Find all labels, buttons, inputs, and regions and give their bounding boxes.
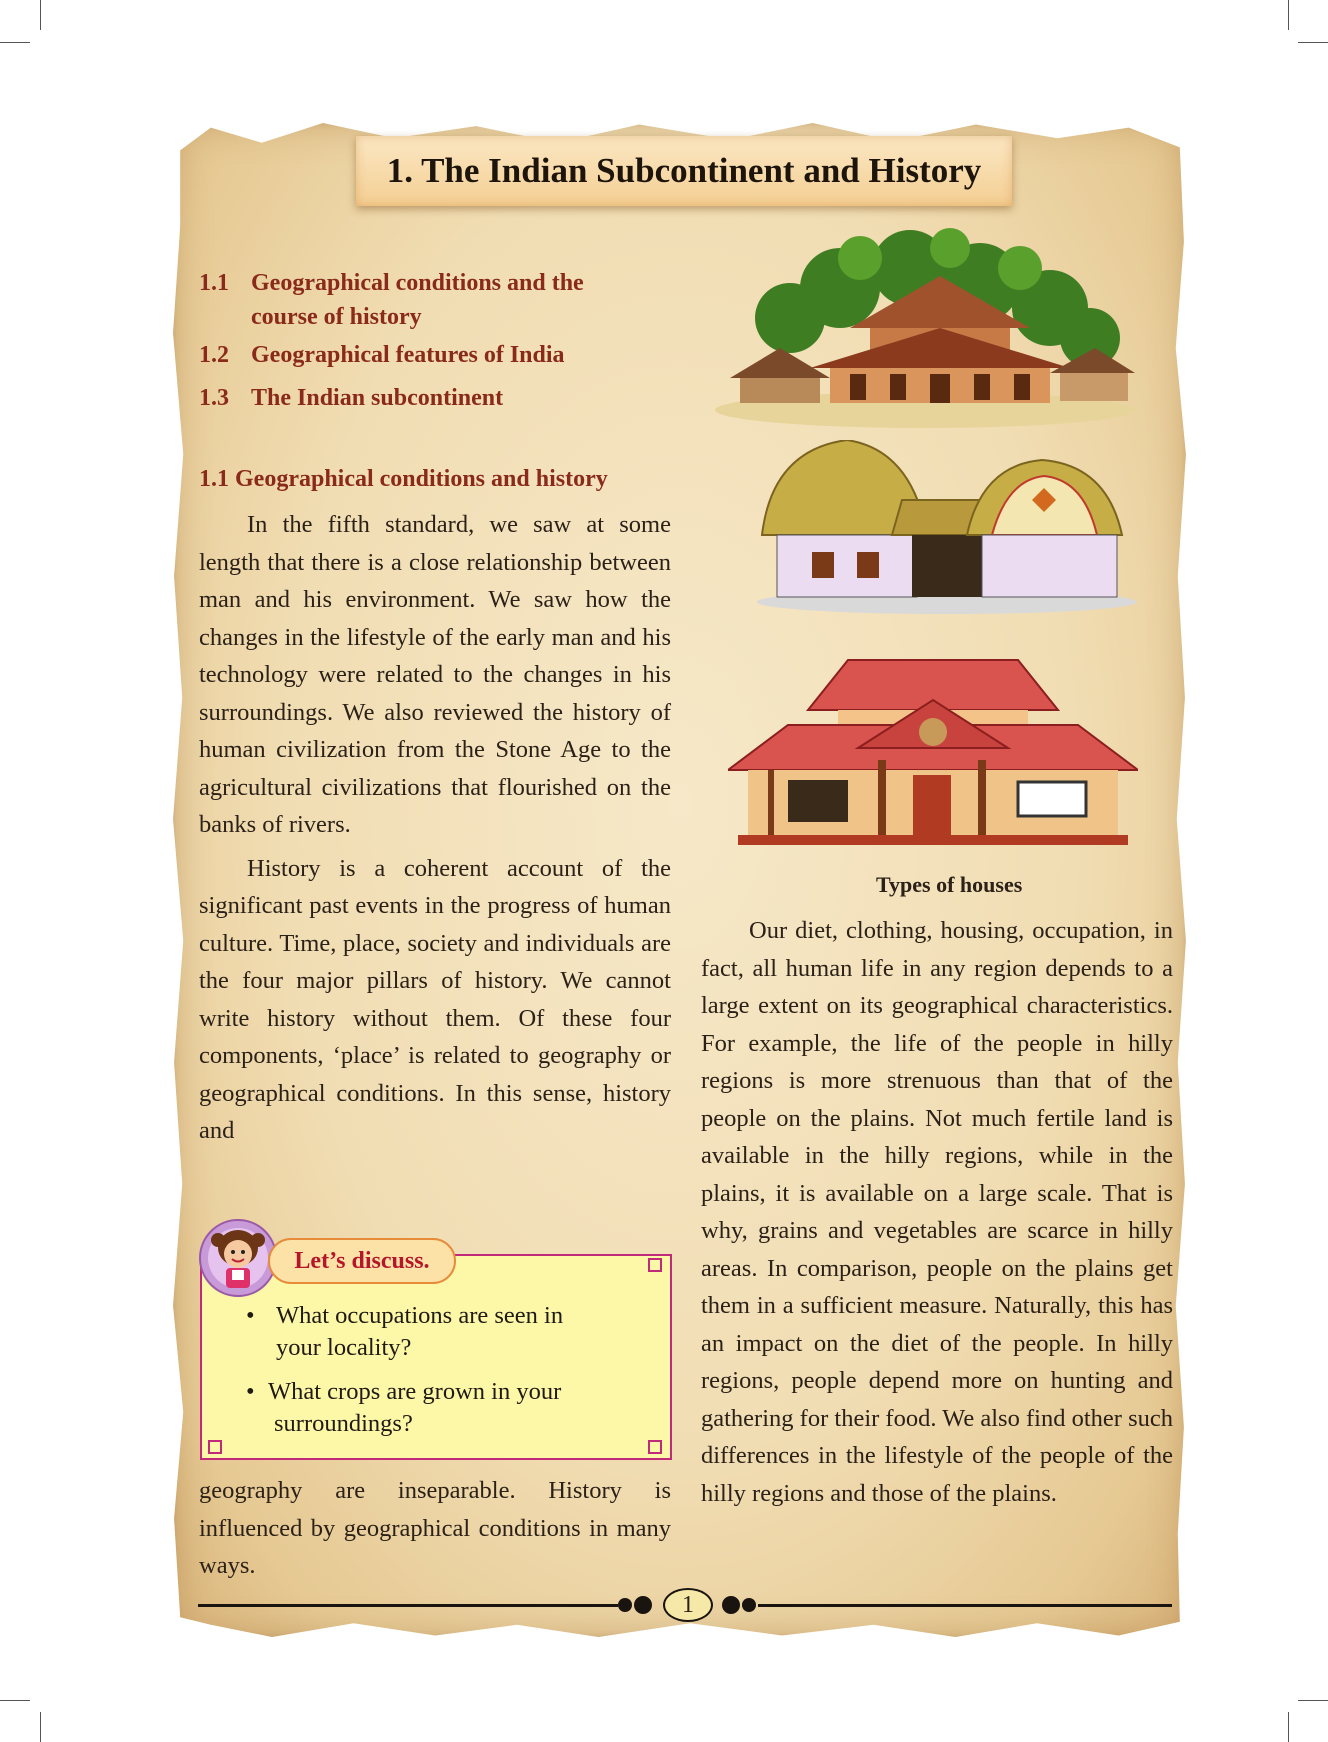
discussion-item-text: What occupations are seen in bbox=[276, 1302, 564, 1329]
figure-caption: Types of houses bbox=[876, 872, 1023, 897]
bullet-icon: • bbox=[246, 1378, 255, 1405]
crop-mark bbox=[40, 0, 41, 30]
paragraph: In the fifth standard, we saw at some length that there is a close relationship between man and his environment. We saw how the changes in the lifestyle of the early man and his technology were related to the changes in his surroundings. We also reviewed the history of human civilization from the Stone Age to the agricultural civilizations that flourished on the banks of rivers. bbox=[199, 511, 671, 838]
footer-rule bbox=[758, 1604, 1172, 1607]
toc-item bbox=[199, 381, 503, 415]
toc-number: 1.2 bbox=[199, 342, 229, 368]
crop-mark bbox=[1298, 42, 1328, 43]
toc-item bbox=[199, 338, 565, 372]
girl-character-icon bbox=[198, 1218, 278, 1300]
toc-label: Geographical features of India bbox=[251, 342, 565, 368]
box-corner-ornament bbox=[648, 1440, 662, 1454]
box-corner-ornament bbox=[648, 1258, 662, 1272]
bullet-icon: • bbox=[246, 1302, 255, 1329]
section-heading: 1.1 Geographical conditions and history bbox=[199, 466, 608, 492]
toc-label-continued: course of history bbox=[251, 304, 422, 330]
crop-mark bbox=[1288, 1712, 1289, 1742]
paragraph: geography are inseparable. History is influenced by geographical conditions in many ways. bbox=[199, 1477, 671, 1579]
right-column-text bbox=[701, 912, 1173, 1512]
left-column-continued bbox=[199, 1472, 671, 1585]
discussion-label: Let’s discuss. bbox=[268, 1238, 456, 1284]
discussion-item bbox=[246, 1300, 563, 1364]
page-number: 1 bbox=[663, 1588, 713, 1622]
footer-ornament bbox=[742, 1598, 756, 1612]
crop-mark bbox=[1288, 0, 1289, 30]
crop-mark bbox=[1298, 1700, 1328, 1701]
toc-number: 1.3 bbox=[199, 385, 229, 411]
page-title: 1. The Indian Subcontinent and History bbox=[386, 151, 982, 190]
toc-label: The Indian subcontinent bbox=[251, 385, 504, 411]
title-banner bbox=[356, 136, 1012, 206]
box-corner-ornament bbox=[208, 1440, 222, 1454]
discussion-item-text: surroundings? bbox=[274, 1410, 413, 1437]
footer-rule bbox=[198, 1604, 618, 1607]
toc-item bbox=[199, 266, 584, 334]
toc-label: Geographical conditions and the bbox=[251, 270, 584, 296]
discussion-item bbox=[246, 1376, 561, 1440]
village-house-illustration bbox=[710, 228, 1140, 428]
paragraph: History is a coherent account of the significant past events in the progress of human culture. Time, place, society and individuals are the four major pillars of history. We cannot write history without them. Of these four components, ‘place’ is related to geography or geographical conditions. In this sense, history and bbox=[199, 854, 671, 1144]
discussion-item-text: your locality? bbox=[276, 1334, 412, 1361]
tiled-roof-house-illustration bbox=[728, 640, 1138, 850]
crop-mark bbox=[0, 42, 30, 43]
paragraph: Our diet, clothing, housing, occupation, in fact, all human life in any region depends to a large extent on its geographical characteristics. For example, the life of the people in hilly regions is more strenuous than that of the people on the plains. Not much fertile land is available in the hilly regions, while in the plains, it is available on a large scale. That is why, grains and vegetables are scarce in hilly areas. In comparison, people on the plains get them in a sufficient measure. Naturally, this has an impact on the diet of the people. In hilly regions, people depend more on hunting and gathering for their food. We also find other such differences in the lifestyle of the people of the hilly regions and those of the plains. bbox=[701, 917, 1173, 1507]
thatched-hut-illustration bbox=[752, 440, 1142, 615]
discussion-item-text: What crops are grown in your bbox=[268, 1378, 562, 1405]
left-column-text bbox=[199, 506, 671, 1150]
crop-mark bbox=[0, 1700, 30, 1701]
toc-number: 1.1 bbox=[199, 270, 229, 296]
crop-mark bbox=[40, 1712, 41, 1742]
footer-ornament bbox=[618, 1598, 632, 1612]
footer-ornament bbox=[722, 1596, 740, 1614]
footer-ornament bbox=[634, 1596, 652, 1614]
